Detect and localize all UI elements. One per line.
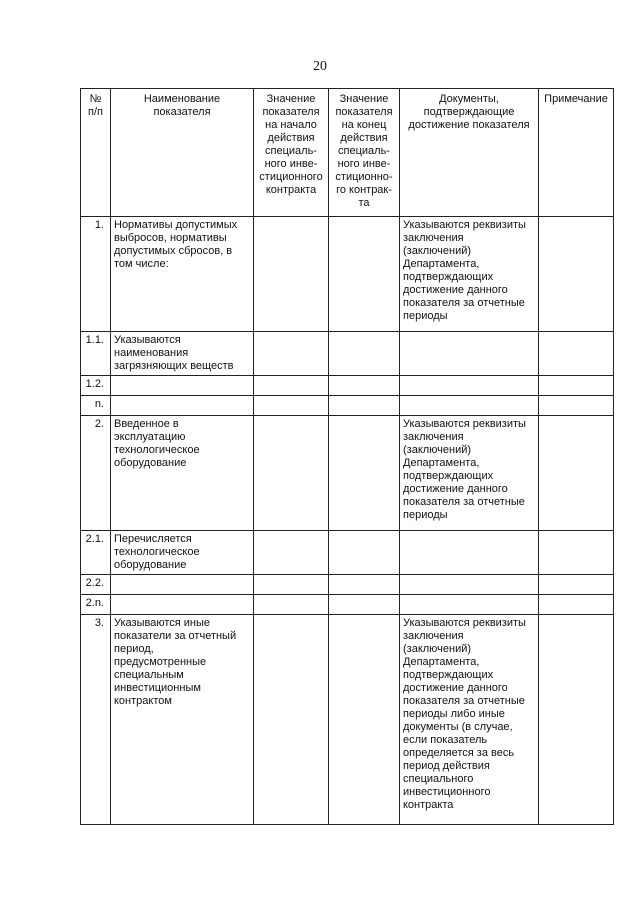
table-row [81, 595, 614, 615]
indicator-name-cell: Нормативы допустимых выбросов, нормативы допустимых сбросов, в том числе: [111, 217, 254, 332]
note-cell [539, 376, 614, 396]
indicator-name-cell [111, 575, 254, 595]
table-row [81, 531, 614, 575]
header-cell: № п/п [81, 89, 111, 217]
table-header-row [81, 89, 614, 217]
end-value-cell [329, 531, 400, 575]
page-number: 20 [313, 59, 327, 74]
end-value-cell [329, 575, 400, 595]
start-value-cell [254, 396, 329, 416]
table-row [81, 217, 614, 332]
end-value-cell [329, 615, 400, 825]
row-number-cell: 1. [81, 217, 111, 332]
table-row [81, 575, 614, 595]
row-number-cell: 2.1. [81, 531, 111, 575]
table-row [81, 332, 614, 376]
documents-cell: Указываются реквизиты заключения (заключений) Департамента, подтверждающих достижение данного показателя за отчетные периоды [400, 217, 539, 332]
documents-cell [400, 396, 539, 416]
row-number-cell: 1.1. [81, 332, 111, 376]
note-cell [539, 575, 614, 595]
documents-cell [400, 575, 539, 595]
end-value-cell [329, 376, 400, 396]
documents-cell: Указываются реквизиты заключения (заключений) Департамента, подтверждающих достижение данного показателя за отчетные периоды либо иные документы (в случае, если показатель определяется за весь период действия специального инвестиционного контракта [400, 615, 539, 825]
end-value-cell [329, 217, 400, 332]
start-value-cell [254, 615, 329, 825]
start-value-cell [254, 332, 329, 376]
row-number-cell: n. [81, 396, 111, 416]
documents-cell [400, 376, 539, 396]
row-number-cell: 3. [81, 615, 111, 825]
start-value-cell [254, 575, 329, 595]
documents-cell [400, 332, 539, 376]
end-value-cell [329, 396, 400, 416]
header-cell: Значение показателя на конец действия специаль- ного инве- стиционно- го контрак- та [329, 89, 400, 217]
documents-cell [400, 595, 539, 615]
indicator-name-cell [111, 396, 254, 416]
row-number-cell: 2.n. [81, 595, 111, 615]
row-number-cell: 2.2. [81, 575, 111, 595]
start-value-cell [254, 217, 329, 332]
start-value-cell [254, 376, 329, 396]
note-cell [539, 615, 614, 825]
note-cell [539, 332, 614, 376]
header-cell: Примечание [539, 89, 614, 217]
indicator-name-cell: Введенное в эксплуатацию технологическое оборудование [111, 416, 254, 531]
start-value-cell [254, 531, 329, 575]
indicators-table [80, 88, 614, 825]
table-row [81, 416, 614, 531]
indicator-name-cell: Указываются наименования загрязняющих веществ [111, 332, 254, 376]
table-row [81, 376, 614, 396]
documents-cell [400, 531, 539, 575]
end-value-cell [329, 332, 400, 376]
start-value-cell [254, 416, 329, 531]
header-cell: Наименование показателя [111, 89, 254, 217]
indicator-name-cell: Указываются иные показатели за отчетный период, предусмотренные специальным инвестиционным контрактом [111, 615, 254, 825]
end-value-cell [329, 595, 400, 615]
header-cell: Значение показателя на начало действия специаль- ного инве- стиционного контракта [254, 89, 329, 217]
note-cell [539, 396, 614, 416]
note-cell [539, 217, 614, 332]
row-number-cell: 1.2. [81, 376, 111, 396]
end-value-cell [329, 416, 400, 531]
note-cell [539, 416, 614, 531]
indicator-name-cell [111, 595, 254, 615]
indicator-name-cell [111, 376, 254, 396]
start-value-cell [254, 595, 329, 615]
table-row [81, 615, 614, 825]
note-cell [539, 595, 614, 615]
header-cell: Документы, подтверждающие достижение показателя [400, 89, 539, 217]
row-number-cell: 2. [81, 416, 111, 531]
note-cell [539, 531, 614, 575]
documents-cell: Указываются реквизиты заключения (заключений) Департамента, подтверждающих достижение данного показателя за отчетные периоды [400, 416, 539, 531]
table-row [81, 396, 614, 416]
indicator-name-cell: Перечисляется технологическое оборудование [111, 531, 254, 575]
